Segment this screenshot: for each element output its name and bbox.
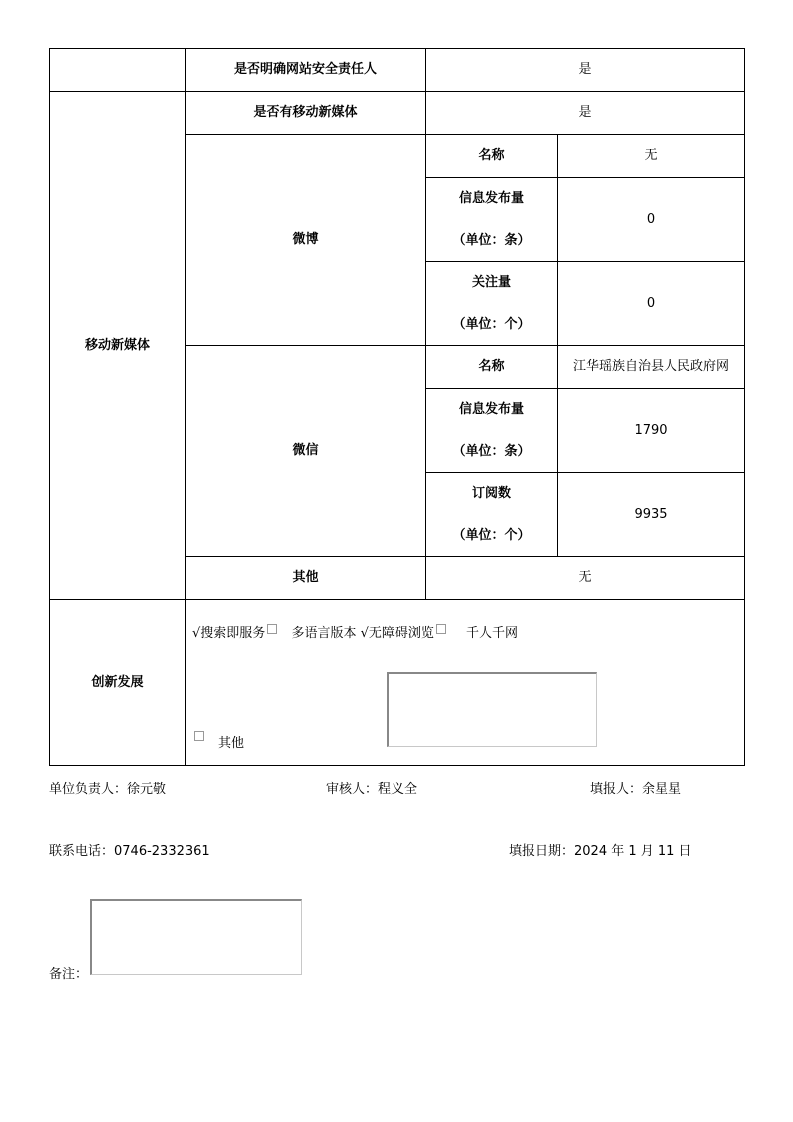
wechat-name-value: 江华瑶族自治县人民政府网	[558, 346, 745, 389]
reviewer-text: 审核人：程义全	[326, 782, 418, 797]
weibo-followers-label-line1: 关注量	[471, 274, 511, 290]
other-media-label: 其他	[186, 557, 426, 600]
fill-date-text: 填报日期：2024 年 1 月 11 日	[509, 844, 692, 859]
weibo-name-label: 名称	[426, 135, 558, 178]
multilang-checkbox[interactable]	[267, 624, 277, 634]
weibo-posts-label	[426, 178, 558, 262]
weibo-followers-value: 0	[558, 262, 745, 346]
wechat-posts-label-line2: （单位：条）	[452, 443, 531, 459]
wechat-subs-label-line2: （单位：个）	[452, 527, 531, 543]
weibo-name-value: 无	[558, 135, 745, 178]
phone-text: 联系电话：0746-2332361	[49, 844, 210, 859]
security-officer-label: 是否明确网站安全责任人	[186, 49, 426, 92]
weibo-followers-label-line2: （单位：个）	[452, 316, 531, 332]
weibo-posts-label-line1: 信息发布量	[458, 190, 524, 206]
empty-cell	[50, 49, 186, 92]
other-text-input[interactable]	[387, 672, 597, 747]
weibo-posts-label-line2: （单位：条）	[452, 232, 531, 248]
mobile-media-section-label: 移动新媒体	[50, 92, 186, 600]
qianren-checkbox[interactable]	[436, 624, 446, 634]
report-table	[49, 48, 745, 766]
has-mobile-media-value: 是	[426, 92, 745, 135]
wechat-subs-label	[426, 473, 558, 557]
wechat-posts-label-line1: 信息发布量	[458, 401, 524, 417]
innovation-label: 创新发展	[50, 600, 186, 766]
has-mobile-media-label: 是否有移动新媒体	[186, 92, 426, 135]
filler-text: 填报人：余星星	[590, 782, 682, 797]
innovation-options-row	[192, 624, 518, 643]
other-media-value: 无	[426, 557, 745, 600]
wechat-posts-label	[426, 389, 558, 473]
other-checkbox[interactable]	[194, 731, 204, 741]
weibo-posts-value: 0	[558, 178, 745, 262]
option-multilang: 多语言版本	[291, 626, 357, 641]
option-qianren: 千人千网	[466, 626, 519, 641]
unit-head-text: 单位负责人：徐元敬	[49, 782, 167, 797]
wechat-subs-label-line1: 订阅数	[471, 485, 511, 501]
wechat-name-label: 名称	[426, 346, 558, 389]
wechat-posts-value: 1790	[558, 389, 745, 473]
security-officer-value: 是	[426, 49, 745, 92]
wechat-label: 微信	[186, 346, 426, 557]
wechat-subs-value: 9935	[558, 473, 745, 557]
option-accessible: √无障碍浏览	[360, 626, 434, 641]
remark-label: 备注：	[49, 967, 89, 982]
weibo-followers-label	[426, 262, 558, 346]
weibo-label: 微博	[186, 135, 426, 346]
remark-text-input[interactable]	[90, 899, 302, 975]
option-other-label: 其他	[218, 736, 245, 751]
innovation-options-cell	[186, 600, 745, 766]
option-search-service: √搜索即服务	[192, 626, 266, 641]
